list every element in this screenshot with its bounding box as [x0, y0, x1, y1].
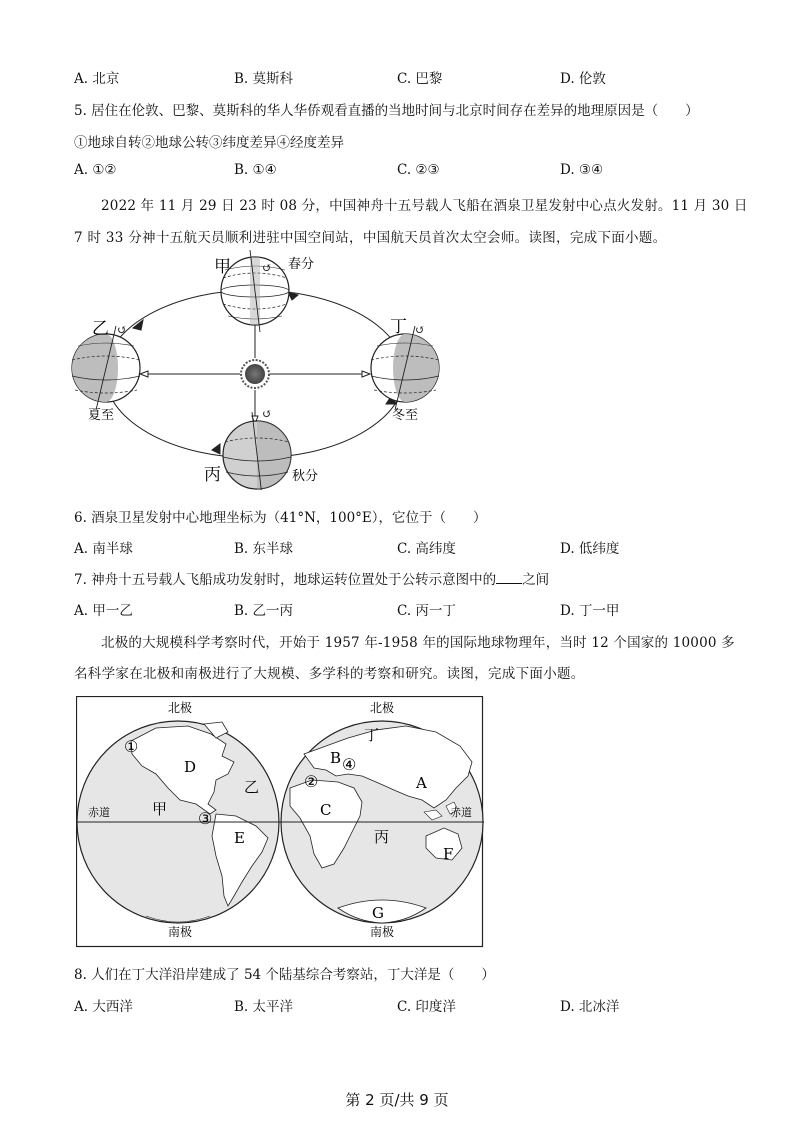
marker-4: ④ — [342, 755, 357, 774]
q7-option-b[interactable]: B. 乙一丙 — [234, 603, 294, 619]
q7-stem-after: 之间 — [522, 572, 550, 588]
svg-text:↺: ↺ — [262, 261, 273, 275]
label-continent-d: D — [184, 758, 197, 776]
earth-jia — [221, 250, 289, 332]
q8-option-c[interactable]: C. 印度洋 — [397, 999, 456, 1015]
label-jia: 甲 — [214, 257, 231, 277]
label-bing: 丙 — [204, 465, 221, 485]
label-south-pole-east: 南极 — [370, 925, 395, 939]
label-continent-g: G — [372, 904, 384, 922]
label-north-pole-east: 北极 — [370, 701, 395, 715]
q4-option-b[interactable]: B. 莫斯科 — [234, 71, 294, 87]
label-equator-west: 赤道 — [88, 806, 110, 819]
label-north-pole-west: 北极 — [168, 701, 193, 715]
label-continent-b: B — [330, 749, 342, 767]
q5-stem: 5. 居住在伦敦、巴黎、莫斯科的华人华侨观看直播的当地时间与北京时间存在差异的地理原因是（ ） — [74, 103, 699, 119]
q5-option-a[interactable]: A. ①② — [74, 162, 117, 178]
q5-option-c[interactable]: C. ②③ — [397, 162, 440, 178]
marker-2: ② — [304, 772, 319, 791]
label-yi: 乙 — [92, 319, 109, 339]
q8-option-a[interactable]: A. 大西洋 — [74, 999, 133, 1015]
label-summer-solstice: 夏至 — [88, 408, 115, 423]
q6-option-b[interactable]: B. 东半球 — [234, 541, 294, 557]
earth-bing — [223, 412, 291, 490]
q8-option-b[interactable]: B. 太平洋 — [234, 999, 294, 1015]
label-ocean-jia: 甲 — [152, 800, 168, 818]
svg-text:↺: ↺ — [415, 323, 426, 337]
q8-option-d[interactable]: D. 北冰洋 — [560, 999, 620, 1015]
label-autumn-equinox: 秋分 — [292, 469, 319, 484]
q7-answer-blank[interactable] — [496, 572, 522, 584]
q4-option-c[interactable]: C. 巴黎 — [397, 71, 443, 87]
q5-option-b[interactable]: B. ①④ — [234, 162, 277, 178]
label-ocean-ding: 丁 — [364, 726, 380, 744]
q7-option-c[interactable]: C. 丙一丁 — [397, 603, 456, 619]
svg-text:↺: ↺ — [262, 407, 273, 421]
world-hemispheres-map — [76, 696, 484, 948]
svg-text:↺: ↺ — [117, 323, 128, 337]
q8-stem: 8. 人们在丁大洋沿岸建成了 54 个陆基综合考察站，丁大洋是（ ） — [74, 967, 495, 983]
passage2-line1: 北极的大规模科学考察时代，开始于 1957 年-1958 年的国际地球物理年，当时 12 个国家的 10000 多 — [101, 635, 735, 651]
label-continent-f: F — [443, 845, 454, 863]
q6-option-d[interactable]: D. 低纬度 — [560, 541, 620, 557]
passage1-line1: 2022 年 11 月 29 日 23 时 08 分，中国神舟十五号载人飞船在酒泉卫星发射中心点火发射。11 月 30 日 — [101, 198, 748, 214]
q7-option-d[interactable]: D. 丁一甲 — [560, 603, 620, 619]
q7-option-a[interactable]: A. 甲一乙 — [74, 603, 133, 619]
earth-ding — [371, 326, 439, 410]
q7-stem — [74, 568, 549, 588]
label-ocean-yi: 乙 — [244, 778, 260, 796]
q5-choices: ①地球自转②地球公转③纬度差异④经度差异 — [74, 135, 344, 151]
passage2-line2: 名科学家在北极和南极进行了大规模、多学科的考察和研究。读图，完成下面小题。 — [74, 666, 585, 682]
label-winter-solstice: 冬至 — [392, 408, 419, 423]
label-continent-c: C — [320, 801, 332, 819]
label-equator-east: 赤道 — [450, 806, 472, 819]
q6-option-c[interactable]: C. 高纬度 — [397, 541, 456, 557]
page-number: 第 2 页/共 9 页 — [345, 1091, 449, 1109]
label-continent-e: E — [234, 829, 245, 847]
q6-option-a[interactable]: A. 南半球 — [74, 541, 133, 557]
marker-1: ① — [124, 737, 139, 756]
label-south-pole-west: 南极 — [168, 925, 193, 939]
q6-stem: 6. 酒泉卫星发射中心地理坐标为（41°N，100°E），它位于（ ） — [74, 510, 487, 526]
label-continent-a: A — [416, 774, 427, 792]
label-ocean-bing: 丙 — [374, 828, 390, 846]
label-ding: 丁 — [390, 317, 407, 337]
q4-option-a[interactable]: A. 北京 — [74, 71, 120, 87]
q5-option-d[interactable]: D. ③④ — [560, 162, 604, 178]
passage1-line2: 7 时 33 分神十五航天员顺利进驻中国空间站，中国航天员首次太空会师。读图，完成下面小题。 — [74, 230, 667, 246]
earth-orbit-diagram — [60, 250, 460, 490]
label-spring-equinox: 春分 — [288, 257, 315, 272]
q4-option-d[interactable]: D. 伦敦 — [560, 71, 606, 87]
q7-stem-before: 7. 神舟十五号载人飞船成功发射时，地球运转位置处于公转示意图中的 — [74, 572, 497, 588]
sun-icon — [241, 360, 269, 388]
marker-3: ③ — [198, 809, 213, 828]
